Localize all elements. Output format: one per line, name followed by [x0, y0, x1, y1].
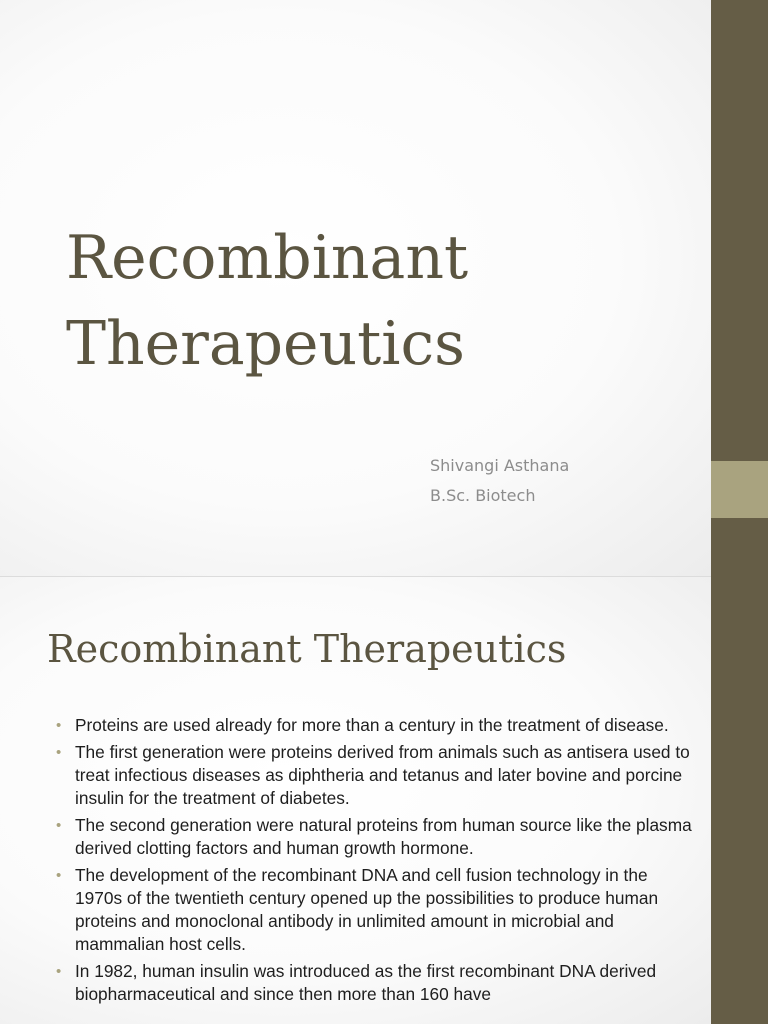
bullet-item	[56, 864, 696, 956]
author-name: Shivangi Asthana	[430, 456, 570, 475]
course-name: B.Sc. Biotech	[430, 486, 536, 505]
bullet-text: In 1982, human insulin was introduced as the first recombinant DNA derived biopharmaceutical and since then more than 160 have	[75, 961, 657, 1004]
title-slide-sidebar	[711, 0, 768, 576]
bullet-marker-icon: •	[56, 963, 62, 980]
sidebar-accent-block	[711, 461, 768, 518]
bullet-item	[56, 741, 696, 810]
bullet-marker-icon: •	[56, 717, 62, 734]
bullet-text: The second generation were natural proteins from human source like the plasma derived clotting factors and human growth hormone.	[75, 815, 692, 858]
content-slide	[0, 576, 711, 1024]
bullet-marker-icon: •	[56, 867, 62, 884]
content-slide-sidebar	[711, 576, 768, 1024]
content-heading: Recombinant Therapeutics	[47, 627, 567, 671]
bullet-item	[56, 814, 696, 860]
bullet-text: Proteins are used already for more than a century in the treatment of disease.	[75, 715, 669, 735]
title-line-2: Therapeutics	[66, 309, 465, 379]
bullet-text: The development of the recombinant DNA and cell fusion technology in the 1970s of the twentieth century opened up the possibilities to produce human proteins and monoclonal antibody in unlimited amount in microbial and mammalian host cells.	[75, 865, 659, 954]
bullet-marker-icon: •	[56, 744, 62, 761]
bullet-item	[56, 714, 696, 737]
bullet-list	[56, 714, 696, 1010]
bullet-marker-icon: •	[56, 817, 62, 834]
bullet-item	[56, 960, 696, 1006]
bullet-text: The first generation were proteins derived from animals such as antisera used to treat infectious diseases as diphtheria and tetanus and later bovine and porcine insulin for the treatment of diabetes.	[75, 742, 690, 808]
slide-subtitle	[430, 451, 700, 511]
slide-title	[66, 215, 666, 387]
title-line-1: Recombinant	[66, 223, 469, 293]
